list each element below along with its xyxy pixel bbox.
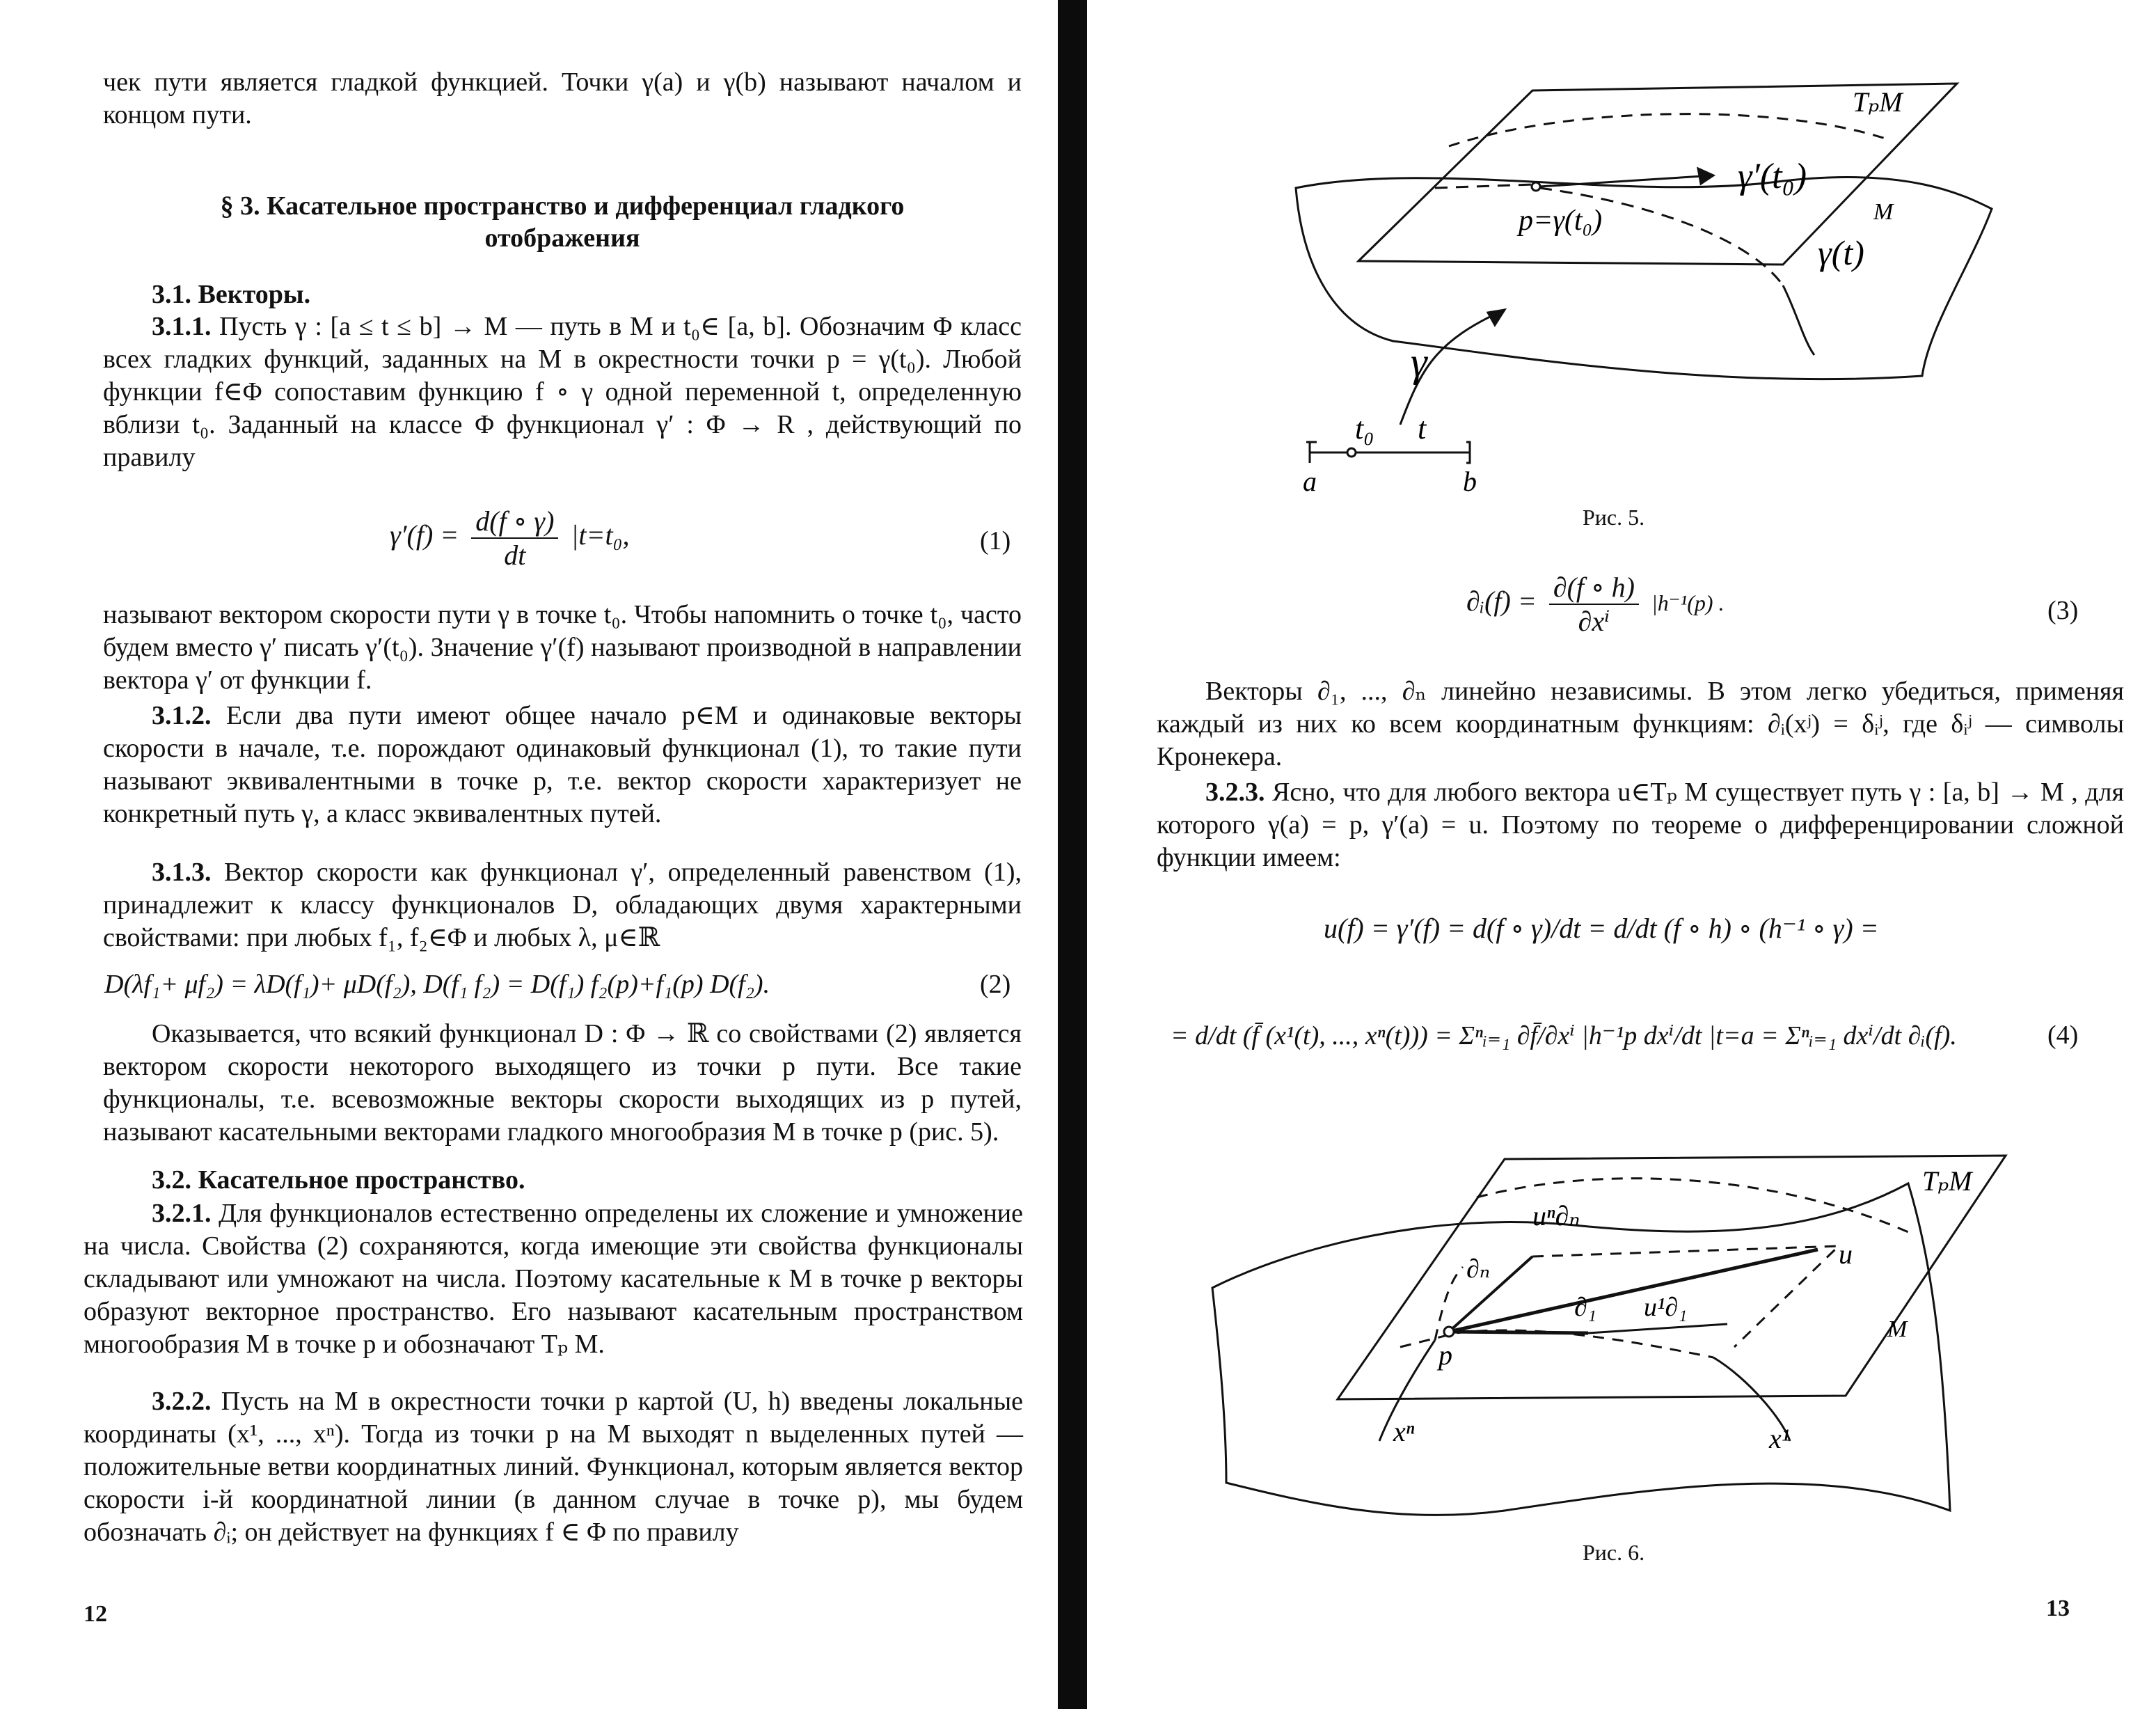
- label-u: u: [1839, 1238, 1853, 1270]
- label-xn: xⁿ: [1393, 1416, 1415, 1447]
- paragraph-3-2-2: [84, 1385, 1023, 1549]
- surface-dashed-curve: [1449, 114, 1887, 146]
- label-t0: t₀: [1355, 411, 1374, 446]
- eq3-tail: |h⁻¹(p) .: [1651, 590, 1725, 616]
- paragraph-tangent-vectors: Оказывается, что всякий функционал D : Φ → ℝ со свойствами (2) является вектором скорости некоторого выходящего из точки p пути. Все такие функционалы, т.е. всевозможные векторы скорости выходящих из p путей, называют касательными векторами гладкого многообразия M в точке p (рис. 5).: [103, 1019, 1022, 1147]
- label-u1-d1: u¹∂₁: [1644, 1293, 1688, 1322]
- intro-paragraph: чек пути является гладкой функцией. Точки γ(a) и γ(b) называют началом и концом пути.: [103, 68, 1022, 129]
- equation-4-line-1: u(f) = γ′(f) = d(f ∘ γ)/dt = d/dt (f ∘ h) ∘ (h⁻¹ ∘ γ) =: [1324, 913, 1879, 944]
- subsection-3-1: 3.1. Векторы.: [152, 280, 311, 309]
- paragraph-3-1-1: [103, 310, 1022, 474]
- curve-gamma-t: [1783, 285, 1814, 355]
- equation-4-number: (4): [2047, 1021, 2079, 1050]
- paragraph-text: Если два пути имеют общее начало p∈M и одинаковые векторы скорости в начале, т.е. порождают одинаковый функционал (1), то такие пути называют эквивалентными в точке p, т.е. вектор скорости характеризует не конкретный путь γ, а класс эквивалентных путей.: [103, 701, 1022, 828]
- eq3-denominator: ∂xⁱ: [1578, 606, 1610, 637]
- paragraph-3-1-2: [103, 700, 1022, 830]
- paragraph-velocity-definition: называют вектором скорости пути γ в точке t₀. Чтобы напомнить о точке t₀, часто будем вместо γ′ писать γ′(t₀). Значение γ′(f) называют производной в направлении вектора γ′ от функции f.: [103, 600, 1022, 695]
- figure-5-caption: Рис. 5.: [1583, 505, 1645, 530]
- paragraph-3-2-3: [1157, 776, 2124, 874]
- label-dn: ∂ₙ: [1466, 1254, 1491, 1284]
- point-t0: [1347, 448, 1356, 457]
- path-dashed: [1435, 184, 1532, 188]
- label-p: p: [1438, 1339, 1452, 1371]
- manifold-surface-edge: [1212, 1183, 1950, 1515]
- paragraph-text: Пусть на M в окрестности точки p картой (U, h) введены локальные координаты (x¹, ..., xⁿ). Тогда из точки p на M выходят n выделенных путей — положительные ветви координатных линий. Функционал, которым является вектор скорости i-й координатной линии (в данном случае в точке p), мы будем обозначать ∂ᵢ; он действует на функциях f ∈ Φ по правилу: [84, 1387, 1023, 1547]
- eq1-denominator: dt: [504, 540, 526, 571]
- book-spine: [1058, 0, 1087, 1709]
- paragraph-number: 3.2.2.: [152, 1387, 212, 1416]
- tangent-plane-edge: [1338, 1156, 2006, 1399]
- right-page: [1087, 0, 2156, 1709]
- paragraph-number: 3.1.2.: [152, 701, 212, 730]
- figure-6-caption: Рис. 6.: [1583, 1540, 1645, 1565]
- label-p-gamma-t0: p=γ(t₀): [1519, 205, 1603, 237]
- label-gamma-t: γ(t): [1818, 233, 1864, 272]
- label-gamma: γ: [1411, 339, 1427, 385]
- paragraph-text: Вектор скорости как функционал γ′, определенный равенством (1), принадлежит к классу функционалов D, обладающих двумя характерными свойствами: при любых f₁, f₂∈Φ и любых λ, μ∈ℝ: [103, 858, 1022, 952]
- equation-2-number: (2): [980, 970, 1011, 999]
- label-x1: x¹: [1769, 1423, 1790, 1454]
- label-d1: ∂₁: [1574, 1293, 1596, 1322]
- label-M: M: [1873, 199, 1894, 225]
- paragraph-text: Пусть γ : [a ≤ t ≤ b] → M — путь в M и t₀∈ [a, b]. Обозначим Φ класс всех гладких функций, заданных на M в окрестности точки p = γ(t₀). Любой функции f∈Φ сопоставим функцию f ∘ γ одной переменной t, определенную вблизи t₀. Заданный на классе Φ функционал γ′ : Φ → R , действующий по правилу: [103, 312, 1022, 472]
- paragraph-number: 3.1.1.: [152, 312, 212, 341]
- paragraph-text: Для функционалов естественно определены их сложение и умножение на числа. Свойства (2) сохраняются, когда имеющие эти свойства функционалы складывают или умножают на числа. Поэтому касательные к M в точке p векторы образуют векторное пространство. Его называют касательным пространством многообразия M в точке p и обозначают Tₚ M.: [84, 1199, 1024, 1359]
- figure-5: [1087, 63, 2156, 564]
- left-page: [0, 0, 1058, 1709]
- tangent-vector-arrow: [1539, 175, 1713, 187]
- eq1-lhs: γ′(f) =: [390, 519, 459, 551]
- label-un-dn: uⁿ∂ₙ: [1532, 1200, 1580, 1231]
- label-b: b: [1463, 466, 1477, 497]
- vector-dn: [1449, 1257, 1532, 1332]
- vector-d1: [1449, 1332, 1588, 1333]
- figure-6: [1087, 1142, 2156, 1559]
- paragraph-3-1-3: [103, 856, 1022, 954]
- page-number-right: 13: [2046, 1596, 2070, 1621]
- vector-u1d1: [1588, 1324, 1727, 1333]
- equation-1-number: (1): [980, 526, 1011, 556]
- equation-1: [390, 505, 630, 572]
- eq1-tail: |t=t₀,: [571, 519, 630, 551]
- label-t: t: [1418, 411, 1427, 446]
- label-M: M: [1887, 1316, 1908, 1342]
- eq1-numerator: d(f ∘ γ): [471, 505, 558, 539]
- paragraph-text: Ясно, что для любого вектора u∈Tₚ M существует путь γ : [a, b] → M , для которого γ(a) = p, γ′(a) = u. Поэтому по теореме о дифференцировании сложной функции имеем:: [1157, 778, 2124, 872]
- label-TpM: TₚM: [1853, 86, 1903, 118]
- point-p: [1444, 1327, 1454, 1337]
- curve-gamma-t-dashed: [1539, 188, 1783, 285]
- equation-4-line-2: = d/dt (f̄ (x¹(t), ..., xⁿ(t))) = Σⁿᵢ₌₁ ∂f̄/∂xⁱ |h⁻¹p dxⁱ/dt |t=a = Σⁿᵢ₌₁ dxⁱ/dt ∂ᵢ(f).: [1171, 1021, 1957, 1050]
- label-gamma-prime-t0: γ′(t₀): [1738, 157, 1807, 196]
- paragraph-linear-independence: Векторы ∂₁, ..., ∂ₙ линейно независимы. В этом легко убедиться, применяя каждый из них ко всем координатным функциям: ∂ᵢ(xʲ) = δᵢʲ, где δᵢʲ — символы Кронекера.: [1157, 677, 2124, 771]
- label-a: a: [1303, 466, 1317, 497]
- eq3-numerator: ∂(f ∘ h): [1549, 571, 1639, 605]
- label-TpM: TₚM: [1922, 1165, 1972, 1197]
- subsection-3-2: 3.2. Касательное пространство.: [152, 1165, 525, 1195]
- point-p: [1532, 182, 1540, 191]
- equation-3-number: (3): [2047, 596, 2079, 625]
- eq3-lhs: ∂ᵢ(f) =: [1466, 585, 1537, 617]
- page-number-left: 12: [84, 1601, 107, 1627]
- equation-2: D(λf₁+ μf₂) = λD(f₁)+ μD(f₂), D(f₁ f₂) = D(f₁) f₂(p)+f₁(p) D(f₂).: [104, 970, 770, 999]
- paragraph-number: 3.2.1.: [152, 1199, 212, 1228]
- section-title-line-1: § 3. Касательное пространство и дифференциал гладкого: [220, 191, 905, 221]
- paragraph-number: 3.2.3.: [1205, 778, 1265, 807]
- paragraph-3-2-1: [84, 1197, 1023, 1361]
- section-title-line-2: отображения: [484, 223, 640, 253]
- paragraph-number: 3.1.3.: [152, 858, 212, 887]
- equation-3: [1466, 571, 1725, 638]
